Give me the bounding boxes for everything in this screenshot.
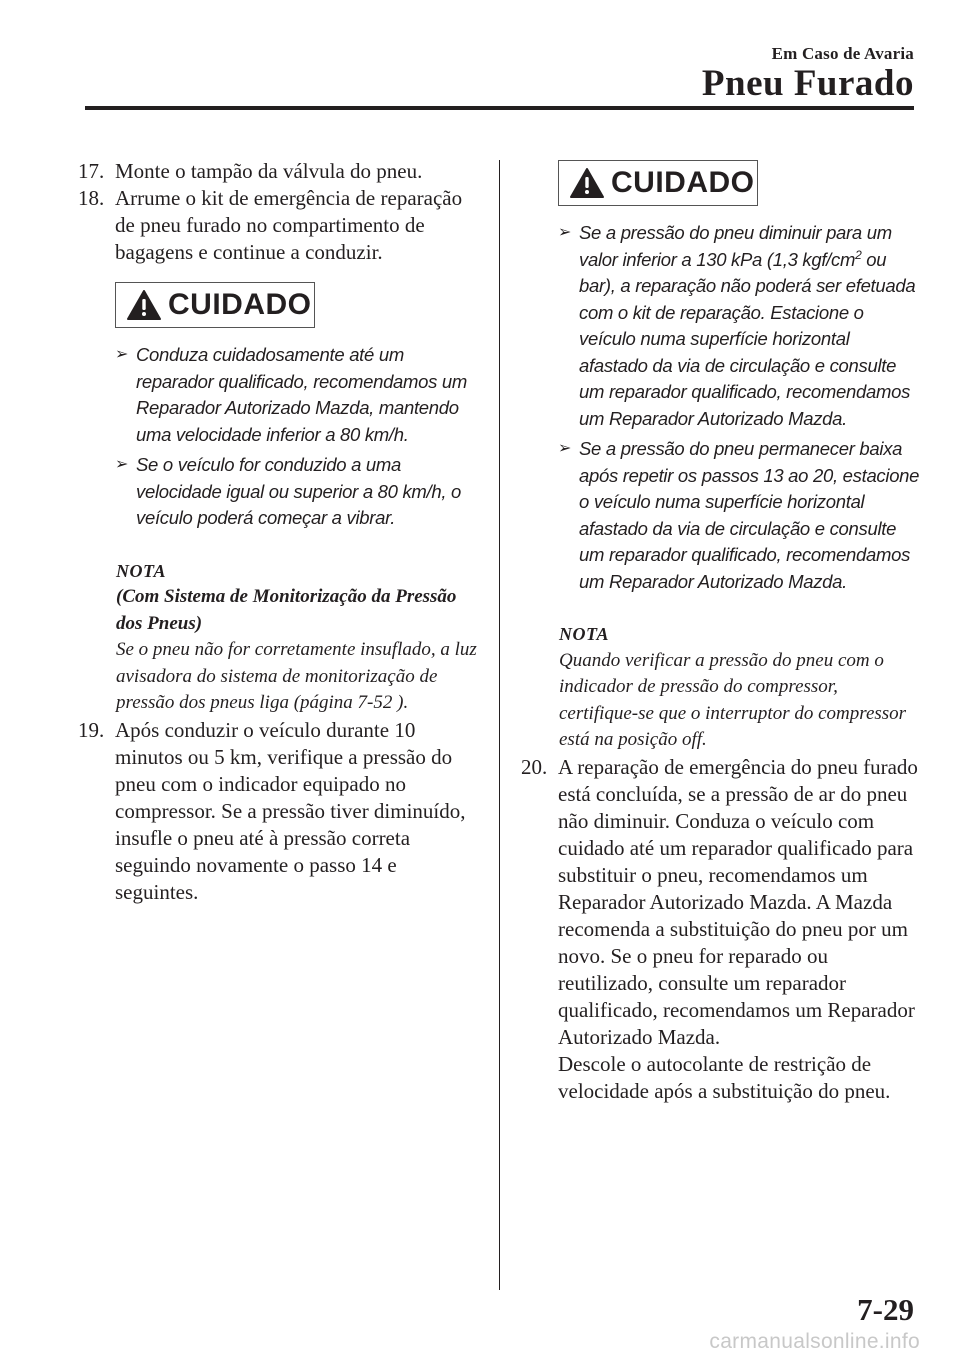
arrow-bullet-icon: ➢ <box>115 346 129 363</box>
caution-label: CUIDADO <box>611 166 755 199</box>
step-20 <box>521 754 921 1051</box>
column-divider <box>499 160 500 1290</box>
note-text: Se o pneu não for corretamente insuflado, a luz avisadora do sistema de monitorização de pressão dos pneus liga (página 7-52 ). <box>116 639 477 713</box>
arrow-bullet-icon: ➢ <box>558 440 572 457</box>
warning-triangle-icon <box>126 289 162 321</box>
arrow-bullet-icon: ➢ <box>115 456 129 473</box>
caution-list <box>115 342 478 532</box>
step-17 <box>78 158 478 185</box>
step-19 <box>78 717 478 906</box>
section-header: Em Caso de Avaria <box>771 44 914 63</box>
step-text: Após conduzir o veículo durante 10 minutos ou 5 km, verifique a pressão do pneu com o indicador equipado no compressor. Se a pressão tiver diminuído, insufle o pneu até à pressão correta seguindo novamente o passo 14 e seguintes. <box>115 717 466 904</box>
step-18 <box>78 185 478 266</box>
step-number: 17. <box>78 159 105 183</box>
caution-block <box>115 282 478 532</box>
step-text: A reparação de emergência do pneu furado está concluída, se a pressão de ar do pneu não diminuir. Conduza o veículo com cuidado até um reparador qualificado para substituir o pneu, recomendamos um Reparador Autorizado Mazda. A Mazda recomenda a substituição do pneu por um novo. Se o pneu for reparado ou reutilizado, consulte um reparador qualificado, recomendamos um Reparador Autorizado Mazda. <box>558 754 918 1049</box>
step-number: 20. <box>521 754 548 779</box>
note-heading: NOTA <box>116 560 167 581</box>
step-number: 19. <box>78 717 105 742</box>
warning-triangle-icon <box>569 167 605 199</box>
step-number: 18. <box>78 186 105 210</box>
caution-block <box>558 160 921 595</box>
step-text: Monte o tampão da válvula do pneu. <box>115 159 423 183</box>
header-rule <box>85 106 914 110</box>
step-text: Arrume o kit de emergência de reparação de pneu furado no compartimento de bagagens e continue a conduzir. <box>115 186 463 264</box>
note-block <box>559 621 921 754</box>
watermark: carmanualsonline.info <box>709 1330 920 1353</box>
right-column <box>521 160 921 1105</box>
caution-item: ➢ Se a pressão do pneu diminuir para um valor inferior a 130 kPa (1,3 kgf/$cm^2$ ou bar), a reparação não poderá ser efetuada com o kit de reparação. Estacione o veículo numa superfície horizontal afastado da via de circulação e consulte um reparador qualificado, recomendamos um Reparador Autorizado Mazda. <box>558 222 916 429</box>
caution-label: CUIDADO <box>168 288 312 321</box>
note-text: Quando verificar a pressão do pneu com o indicador de pressão do compressor, certifique-se que o interruptor do compressor está na posição off. <box>559 649 907 750</box>
step-20-continuation: Descole o autocolante de restrição de velocidade após a substituição do pneu. <box>558 1051 891 1103</box>
arrow-bullet-icon: ➢ <box>558 224 572 241</box>
note-heading: NOTA <box>559 624 610 644</box>
page-title: Pneu Furado <box>701 63 914 104</box>
caution-list <box>558 220 921 595</box>
note-subtitle: (Com Sistema de Monitorização da Pressão dos Pneus) <box>116 586 457 634</box>
note-block <box>116 558 478 717</box>
caution-item: ➢ Se o veículo for conduzido a uma velocidade igual ou superior a 80 km/h, o veículo poderá começar a vibrar. <box>115 454 462 528</box>
caution-item: ➢ Se a pressão do pneu permanecer baixa após repetir os passos 13 ao 20, estacione o veículo numa superfície horizontal afastado da via de circulação e consulte um reparador qualificado, recomendamos um Reparador Autorizado Mazda. <box>558 438 920 592</box>
caution-box <box>115 282 315 328</box>
caution-box <box>558 160 758 206</box>
caution-item: ➢ Conduza cuidadosamente até um reparador qualificado, recomendamos um Reparador Autorizado Mazda, mantendo uma velocidade inferior a 80 km/h. <box>115 344 468 445</box>
page-number: 7-29 <box>857 1292 914 1327</box>
left-column <box>78 158 478 906</box>
